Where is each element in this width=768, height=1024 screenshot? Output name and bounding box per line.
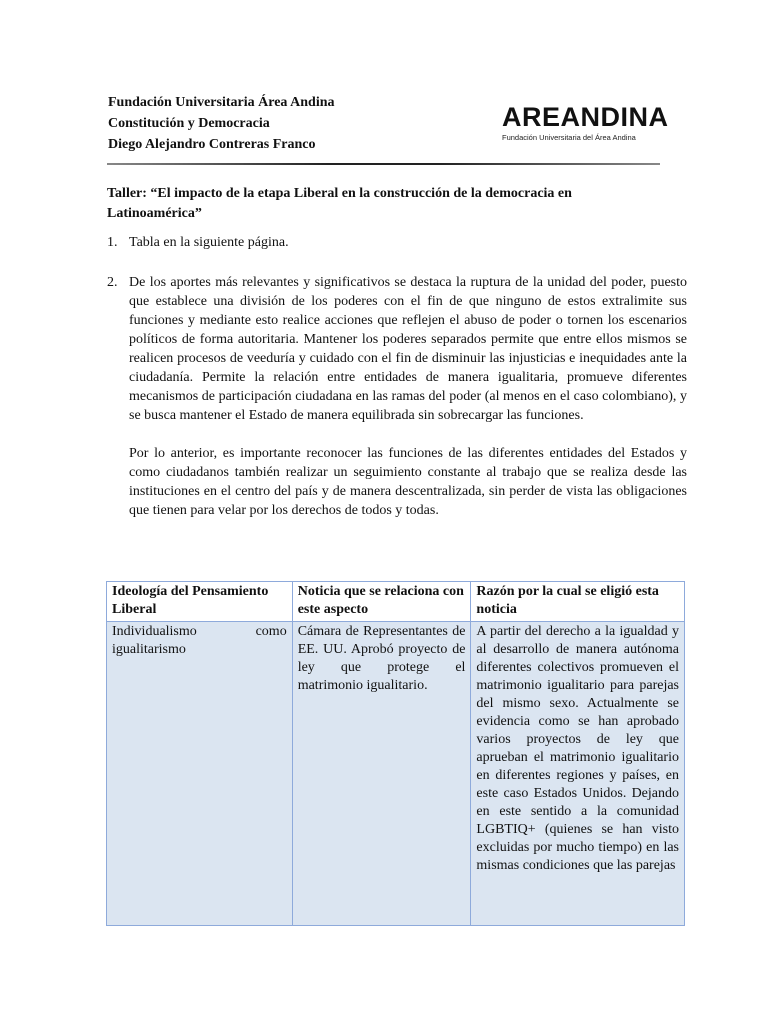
table-cell-ideology: Individualismo como igualitarismo bbox=[107, 622, 293, 926]
areandina-logo bbox=[502, 102, 669, 142]
document-header bbox=[108, 92, 335, 155]
list-item-number: 2. bbox=[107, 275, 118, 290]
list-item-paragraph: Por lo anterior, es importante reconocer las funciones de las diferentes entidades del Estados y como ciudadanos también realizar un seguimiento constante al trabajo que se realiza desde las instituciones en el centro del país y de manera descentralizada, sin perder de vista las obligaciones que tienen para velar por los derechos de todos y todas. bbox=[129, 446, 687, 518]
ideology-news-table bbox=[106, 581, 685, 926]
table-header-cell: Razón por la cual se eligió esta noticia bbox=[471, 582, 685, 622]
table-cell-reason: A partir del derecho a la igualdad y al desarrollo de manera autónoma diferentes colectivos promueven el matrimonio igualitario para parejas del mismo sexo. Actualmente se evidencia como se han aprobado varios proyectos de ley que aprueban el matrimonio igualitario en diferentes regiones y países, en este caso Estados Unidos. Dejando en este sentido a la comunidad LGBTIQ+ (quienes se han visto excluidas por mucho tiempo) en las mismas condiciones que las parejas bbox=[471, 622, 685, 926]
logo-wordmark: AREANDINA bbox=[502, 102, 669, 132]
table-header-row bbox=[107, 582, 685, 622]
list-item bbox=[107, 273, 687, 425]
course-name: Constitución y Democracia bbox=[108, 116, 270, 131]
numbered-list bbox=[107, 233, 687, 520]
list-item bbox=[107, 233, 687, 252]
list-item-text: De los aportes más relevantes y significativos se destaca la ruptura de la unidad del poder, puesto que establece una división de los poderes con el fin de que ninguno de estos extralimite sus funciones y mediante esto realice acciones que reflejen el abuso de poder o tornen los escenarios políticos de forma autoritaria. Mantener los poderes separados permite que entre ellos mismos se realicen procesos de veeduría y cuidado con el fin de disminuir las injusticias e inequidades ante la ciudadanía. Permite la relación entre entidades de manera igualitaria, promueve diferentes mecanismos de participación ciudadana en las ramas del poder (al menos en el caso colombiano), y se busca mantener el Estado de manera equilibrada sin sobrecargar las funciones. bbox=[129, 275, 687, 423]
document-title: Taller: “El impacto de la etapa Liberal en la construcción de la democracia en Latinoamérica” bbox=[107, 186, 572, 221]
list-item-text: Tabla en la siguiente página. bbox=[129, 235, 289, 250]
author-name: Diego Alejandro Contreras Franco bbox=[108, 137, 316, 152]
table-header-cell: Ideología del Pensamiento Liberal bbox=[107, 582, 293, 622]
institution-name: Fundación Universitaria Área Andina bbox=[108, 95, 335, 110]
list-item-number: 1. bbox=[107, 235, 118, 250]
logo-tagline: Fundación Universitaria del Área Andina bbox=[502, 133, 636, 142]
table-cell-news: Cámara de Representantes de EE. UU. Aprobó proyecto de ley que protege el matrimonio igualitario. bbox=[292, 622, 471, 926]
header-divider bbox=[107, 163, 660, 165]
table-header-cell: Noticia que se relaciona con este aspecto bbox=[292, 582, 471, 622]
table-row bbox=[107, 622, 685, 926]
